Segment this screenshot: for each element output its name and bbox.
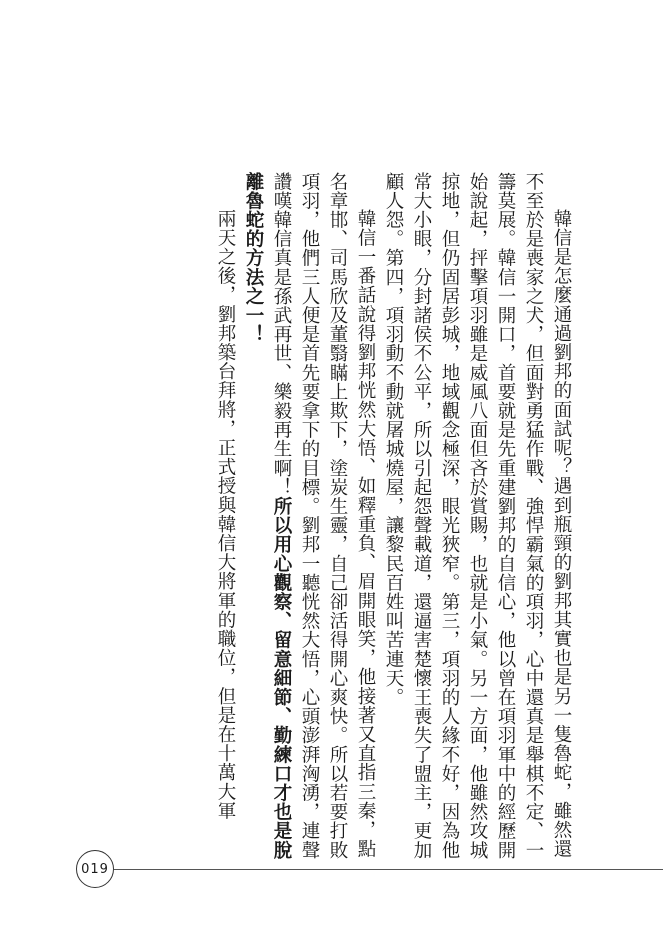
footer-rule bbox=[114, 869, 663, 870]
page-number-text: 019 bbox=[81, 861, 109, 877]
paragraph-2-bold-text: 所以用心觀察、留意細節、勤練口才也是脫離魯蛇的方法之一！ bbox=[243, 172, 292, 860]
paragraph-2 bbox=[239, 172, 379, 862]
paragraph-2-normal-text: 韓信一番話說得劉邦恍然大悟、如釋重負、眉開眼笑，他接著又直指三秦，點名章邯、司馬欣及董翳瞞上欺下，塗炭生靈，自己卻活得開心爽快。所以若要打敗項羽，他們三人便是首先要拿下的目標。劉邦一聽恍然大悟，心頭澎湃洶湧，連聲讚嘆韓信真是孫武再世、樂毅再生啊！ bbox=[271, 172, 376, 860]
paragraph-3: 兩天之後，劉邦築台拜將，正式授與韓信大將軍的職位，但是在十萬大軍 bbox=[215, 209, 236, 821]
vertical-text-body bbox=[211, 172, 575, 862]
page-number bbox=[76, 850, 114, 888]
paragraph-1: 韓信是怎麼通過劉邦的面試呢？遇到瓶頸的劉邦其實也是另一隻魯蛇，雖然還不至於是喪家之犬，但面對勇猛作戰、強悍霸氣的項羽，心中還真是舉棋不定、一籌莫展。韓信一開口，首要就是先重建劉邦的自信心，他以曾在項羽軍中的經歷開始說起，抨擊項羽雖是威風八面但吝於賞賜，也就是小氣。另一方面，他雖然攻城掠地，但仍固居彭城，地域觀念極深，眼光狹窄。第三，項羽的人緣不好，因為他常大小眼，分封諸侯不公平，所以引起怨聲載道，還逼害楚懷王喪失了盟主，更加顧人怨。第四，項羽動不動就屠城燒屋，讓黎民百姓叫苦連天。 bbox=[383, 172, 572, 860]
